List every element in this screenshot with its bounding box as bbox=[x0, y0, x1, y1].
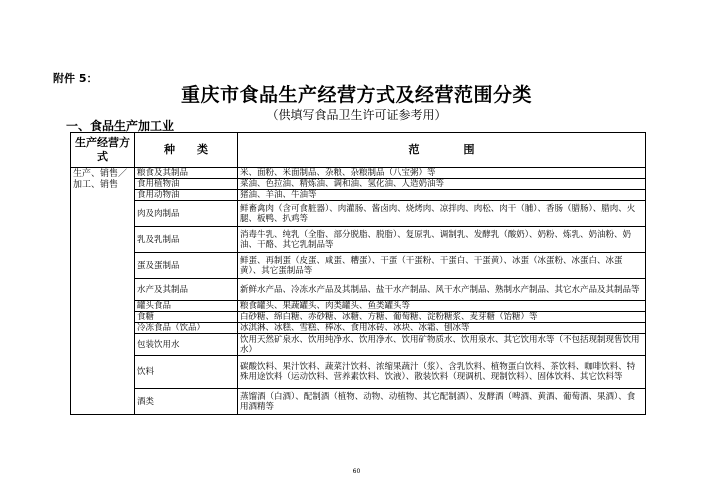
range-cell: 新鲜水产品、冷冻水产品及其制品、盐干水产制品、风干水产制品、熟制水产制品、其它水产品及其制品等 bbox=[238, 279, 646, 301]
page-title: 重庆市食品生产经营方式及经营范围分类 bbox=[180, 84, 532, 106]
range-cell: 白砂糖、绵白糖、赤砂糖、冰糖、方糖、葡萄糖、淀粉糖浆、麦芽糖（饴糖）等 bbox=[238, 312, 646, 323]
table-row bbox=[71, 323, 646, 334]
header-mode: 生产经营方式 bbox=[71, 133, 135, 168]
table-row bbox=[71, 253, 646, 279]
range-cell: 猪油、羊油、牛油等 bbox=[238, 190, 646, 201]
section-heading: 一、食品生产加工业 bbox=[66, 119, 175, 133]
range-cell: 蒸馏酒（白酒）、配制酒（植物、动物、动植物、其它配制酒）、发酵酒（啤酒、黄酒、葡萄酒、果酒）、食用酒精等 bbox=[238, 389, 646, 415]
range-cell: 鲜蛋、再制蛋（皮蛋、咸蛋、糟蛋）、干蛋（干蛋粉、干蛋白、干蛋黄）、冰蛋（冰蛋粉、冰蛋白、冰蛋黄）、其它蛋制品等 bbox=[238, 253, 646, 279]
kind-cell: 食糖 bbox=[135, 312, 238, 323]
category-table bbox=[70, 132, 646, 415]
kind-cell: 乳及乳制品 bbox=[135, 227, 238, 253]
table-row bbox=[71, 312, 646, 323]
table-row bbox=[71, 334, 646, 356]
table-row bbox=[71, 201, 646, 227]
range-cell: 消毒牛乳、纯乳（全脂、部分脱脂、脱脂）、复原乳、调制乳、发酵乳（酸奶）、奶粉、炼乳、奶油粉、奶油、干酪、其它乳制品等 bbox=[238, 227, 646, 253]
table-row bbox=[71, 227, 646, 253]
table-row bbox=[71, 179, 646, 190]
kind-cell: 粮食及其制品 bbox=[135, 168, 238, 179]
kind-cell: 蛋及蛋制品 bbox=[135, 253, 238, 279]
kind-cell: 包装饮用水 bbox=[135, 334, 238, 356]
kind-cell: 罐头食品 bbox=[135, 301, 238, 312]
table-row bbox=[71, 190, 646, 201]
table-row bbox=[71, 389, 646, 415]
range-cell: 碳酸饮料、果汁饮料、蔬菜汁饮料、浓缩果蔬汁（浆）、含乳饮料、植物蛋白饮料、茶饮料、咖啡饮料、特殊用途饮料（运动饮料、营养素饮料、饮液）、散装饮料（现调机、现制饮料）、固体饮料、其它饮料等 bbox=[238, 356, 646, 389]
mode-cell: 生产、销售／加工、销售 bbox=[71, 168, 135, 415]
attachment-label: 附件 5： bbox=[53, 72, 98, 85]
kind-cell: 食用动物油 bbox=[135, 190, 238, 201]
kind-cell: 食用植物油 bbox=[135, 179, 238, 190]
header-range: 范 围 bbox=[238, 133, 646, 168]
range-cell: 饮用天然矿泉水、饮用纯净水、饮用净水、饮用矿物质水、饮用泉水、其它饮用水等（不包括现制现售饮用水） bbox=[238, 334, 646, 356]
page-subtitle: （供填写食品卫生许可证参考用） bbox=[266, 108, 447, 122]
range-cell: 粮食罐头、果蔬罐头、肉类罐头、鱼类罐头等 bbox=[238, 301, 646, 312]
table-row bbox=[71, 168, 646, 179]
range-cell: 菜油、色拉油、精炼油、调和油、氢化油、人造奶油等 bbox=[238, 179, 646, 190]
table-row bbox=[71, 301, 646, 312]
table-row bbox=[71, 279, 646, 301]
kind-cell: 水产及其制品 bbox=[135, 279, 238, 301]
table-row bbox=[71, 356, 646, 389]
table-body bbox=[71, 168, 646, 415]
table-header-row bbox=[71, 133, 646, 168]
kind-cell: 酒类 bbox=[135, 389, 238, 415]
header-kind: 种 类 bbox=[135, 133, 238, 168]
kind-cell: 饮料 bbox=[135, 356, 238, 389]
range-cell: 米、面粉、米面制品、杂粮、杂粮制品（八宝粥）等 bbox=[238, 168, 646, 179]
range-cell: 冰淇淋、冰糕、雪糕、棒冰、食用冰砖、冰块、冰霜、刨冰等 bbox=[238, 323, 646, 334]
kind-cell: 冷冻食品（饮品） bbox=[135, 323, 238, 334]
range-cell: 鲜畜禽肉（含可食脏器）、肉灌肠、酱卤肉、烧烤肉、凉拌肉、肉松、肉干（脯）、香肠（腊肠）、腊肉、火腿、板鸭、扒鸡等 bbox=[238, 201, 646, 227]
page-number: 60 bbox=[352, 468, 361, 475]
kind-cell: 肉及肉制品 bbox=[135, 201, 238, 227]
